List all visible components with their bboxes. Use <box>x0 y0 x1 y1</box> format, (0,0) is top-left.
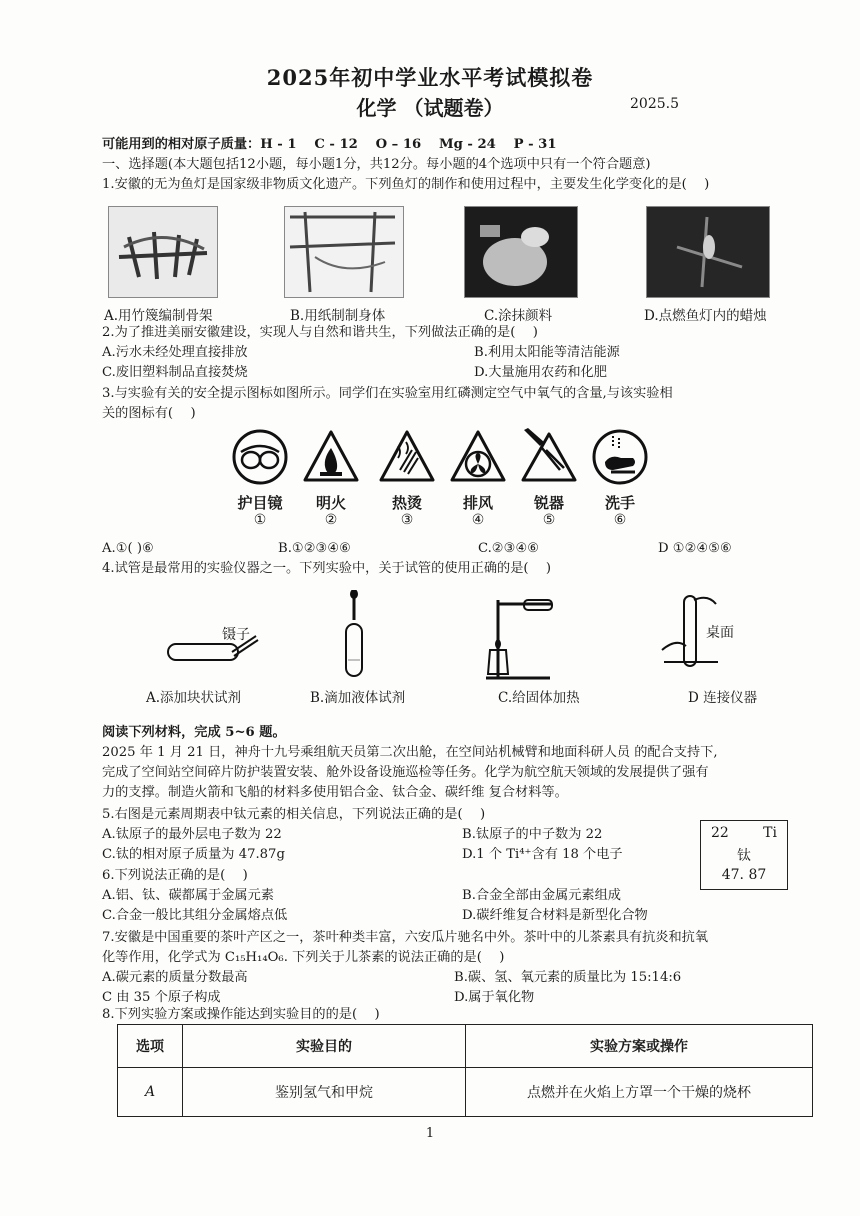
exam-date: 2025.5 <box>630 96 679 112</box>
exam-subtitle: 化学 （试题卷） <box>356 96 504 120</box>
q7-option-c: C 由 35 个原子构成 <box>102 990 221 1005</box>
q1-option-a: A.用竹篾编制骨架 <box>104 308 213 324</box>
icon-label-hot: 热烫 <box>391 494 422 512</box>
q5-option-b: B.钛原子的中子数为 22 <box>462 827 603 842</box>
q5-option-c: C.钛的相对原子质量为 47.87g <box>102 847 285 862</box>
row-option: A <box>118 1068 183 1117</box>
q7-option-b: B.碳、氢、氧元素的质量比为 15:14:6 <box>454 970 682 985</box>
icon-label-flame: 明火 <box>315 494 346 512</box>
q4-option-c: C.给固体加热 <box>498 690 580 706</box>
q6-option-d: D.碳纤维复合材料是新型化合物 <box>462 908 648 923</box>
hand-washing-icon <box>591 428 649 486</box>
q4-stem: 4.试管是最常用的实验仪器之一。下列实验中，关于试管的使用正确的是( ) <box>102 561 552 576</box>
q6-option-a: A.铝、钛、碳都属于金属元素 <box>102 888 274 903</box>
row-purpose: 鉴别氢气和甲烷 <box>183 1068 466 1117</box>
table-header-row <box>118 1025 813 1068</box>
sharp-object-icon <box>520 428 578 486</box>
atomic-number: 22 <box>711 825 729 841</box>
q2-option-b: B.利用太阳能等清洁能源 <box>474 345 620 360</box>
q1-option-c: C.涂抹颜料 <box>484 308 553 324</box>
goggles-icon <box>231 428 289 486</box>
painting-photo <box>464 206 578 298</box>
reading-heading: 阅读下列材料，完成 5~6 题。 <box>102 725 286 740</box>
q4-option-a: A.添加块状试剂 <box>146 690 242 706</box>
element-name: 钛 <box>737 848 751 864</box>
q6-option-b: B.合金全部由金属元素组成 <box>462 888 621 903</box>
q4-option-d: D 连接仪器 <box>688 690 758 706</box>
q5-option-d: D.1 个 Ti⁴⁺含有 18 个电子 <box>462 847 623 862</box>
q2-option-c: C.废旧塑料制品直接焚烧 <box>102 365 248 380</box>
titanium-element-card <box>700 820 788 890</box>
icon-num-6: ⑥ <box>613 512 627 528</box>
experiment-table <box>117 1024 813 1117</box>
icon-label-goggles: 护目镜 <box>237 494 283 512</box>
q3-option-b: B.①②③④⑥ <box>278 541 351 556</box>
q3-option-a: A.①( )⑥ <box>102 541 154 556</box>
atomic-mass: 47. 87 <box>721 867 767 883</box>
section-heading: 一、选择题(本大题包括12小题，每小题1分，共12分。每小题的4个选项中只有一个符合题意) <box>102 157 651 172</box>
q2-option-d: D.大量施用农药和化肥 <box>474 365 607 380</box>
q3-option-d: D ①②④⑤⑥ <box>658 541 732 556</box>
header-option: 选项 <box>118 1025 183 1068</box>
open-flame-icon <box>302 428 360 486</box>
dropper-tube-diagram <box>330 590 380 680</box>
paper-body-photo <box>284 206 404 298</box>
desk-label: 桌面 <box>706 625 734 641</box>
q5-stem: 5.右图是元素周期表中钛元素的相关信息，下列说法正确的是( ) <box>102 807 486 822</box>
q1-option-b: B.用纸制制身体 <box>290 308 386 324</box>
icon-label-fan: 排风 <box>462 494 493 512</box>
q1-stem: 1.安徽的无为鱼灯是国家级非物质文化遗产。下列鱼灯的制作和使用过程中，主要发生化学变化的是( ) <box>102 177 710 192</box>
q7-stem-line1: 7.安徽是中国重要的茶叶产区之一，茶叶种类丰富，六安瓜片驰名中外。茶叶中的儿茶素具有抗炎和抗氧 <box>102 930 709 945</box>
reading-p1: 2025 年 1 月 21 日，神舟十九号乘组航天员第二次出舱，在空间站机械臂和地面科研人员 的配合支持下, <box>102 745 718 760</box>
hot-surface-icon <box>378 428 436 486</box>
icon-num-5: ⑤ <box>542 512 556 528</box>
q4-option-b: B.滴加液体试剂 <box>310 690 406 706</box>
q2-option-a: A.污水未经处理直接排放 <box>102 345 248 360</box>
icon-num-1: ① <box>253 512 267 528</box>
reading-p3: 力的支撑。制造火箭和飞船的材料多使用铝合金、钛合金、碳纤维 复合材料等。 <box>102 785 568 800</box>
icon-label-sharp: 锐器 <box>533 494 564 512</box>
bamboo-frame-photo <box>108 206 218 298</box>
icon-num-4: ④ <box>471 512 485 528</box>
table-row <box>118 1068 813 1117</box>
icon-num-3: ③ <box>400 512 414 528</box>
q6-option-c: C.合金一般比其组分金属熔点低 <box>102 908 288 923</box>
q3-option-c: C.②③④⑥ <box>478 541 540 556</box>
q7-option-a: A.碳元素的质量分数最高 <box>102 970 248 985</box>
q7-option-d: D.属于氧化物 <box>454 990 535 1005</box>
tweezers-label: 镊子 <box>222 627 250 643</box>
icon-num-2: ② <box>324 512 338 528</box>
q5-option-a: A.钛原子的最外层电子数为 22 <box>102 827 282 842</box>
header-purpose: 实验目的 <box>183 1025 466 1068</box>
heating-setup-diagram <box>476 594 560 682</box>
exhaust-fan-icon <box>449 428 507 486</box>
q1-option-d: D.点燃鱼灯内的蜡烛 <box>644 308 767 324</box>
candle-photo <box>646 206 770 298</box>
q2-stem: 2.为了推进美丽安徽建设，实现人与自然和谐共生，下列做法正确的是( ) <box>102 325 538 340</box>
test-tube-tweezers-diagram <box>160 600 270 672</box>
reading-p2: 完成了空间站空间碎片防护装置安装、舱外设备设施巡检等任务。化学为航空航天领域的发展提供了强有 <box>102 765 709 780</box>
exam-title: 2025年初中学业水平考试模拟卷 <box>266 65 594 90</box>
q8-stem: 8.下列实验方案或操作能达到实验目的的是( ) <box>102 1007 380 1022</box>
atomic-masses: 可能用到的相对原子质量：H - 1 C - 12 O – 16 Mg - 24 P - 31 <box>102 137 557 152</box>
row-method: 点燃并在火焰上方罩一个干燥的烧杯 <box>466 1068 813 1117</box>
element-symbol: Ti <box>763 825 777 841</box>
q7-stem-line2: 化等作用，化学式为 C₁₅H₁₄O₆. 下列关于儿茶素的说法正确的是( ) <box>102 950 505 965</box>
q3-stem-line1: 3.与实验有关的安全提示图标如图所示。同学们在实验室用红磷测定空气中氧气的含量,与该实验相 <box>102 386 673 401</box>
header-method: 实验方案或操作 <box>466 1025 813 1068</box>
q6-stem: 6.下列说法正确的是( ) <box>102 868 248 883</box>
icon-label-wash: 洗手 <box>604 494 635 512</box>
page-number: 1 <box>425 1126 435 1141</box>
q3-stem-line2: 关的图标有( ) <box>102 406 196 421</box>
